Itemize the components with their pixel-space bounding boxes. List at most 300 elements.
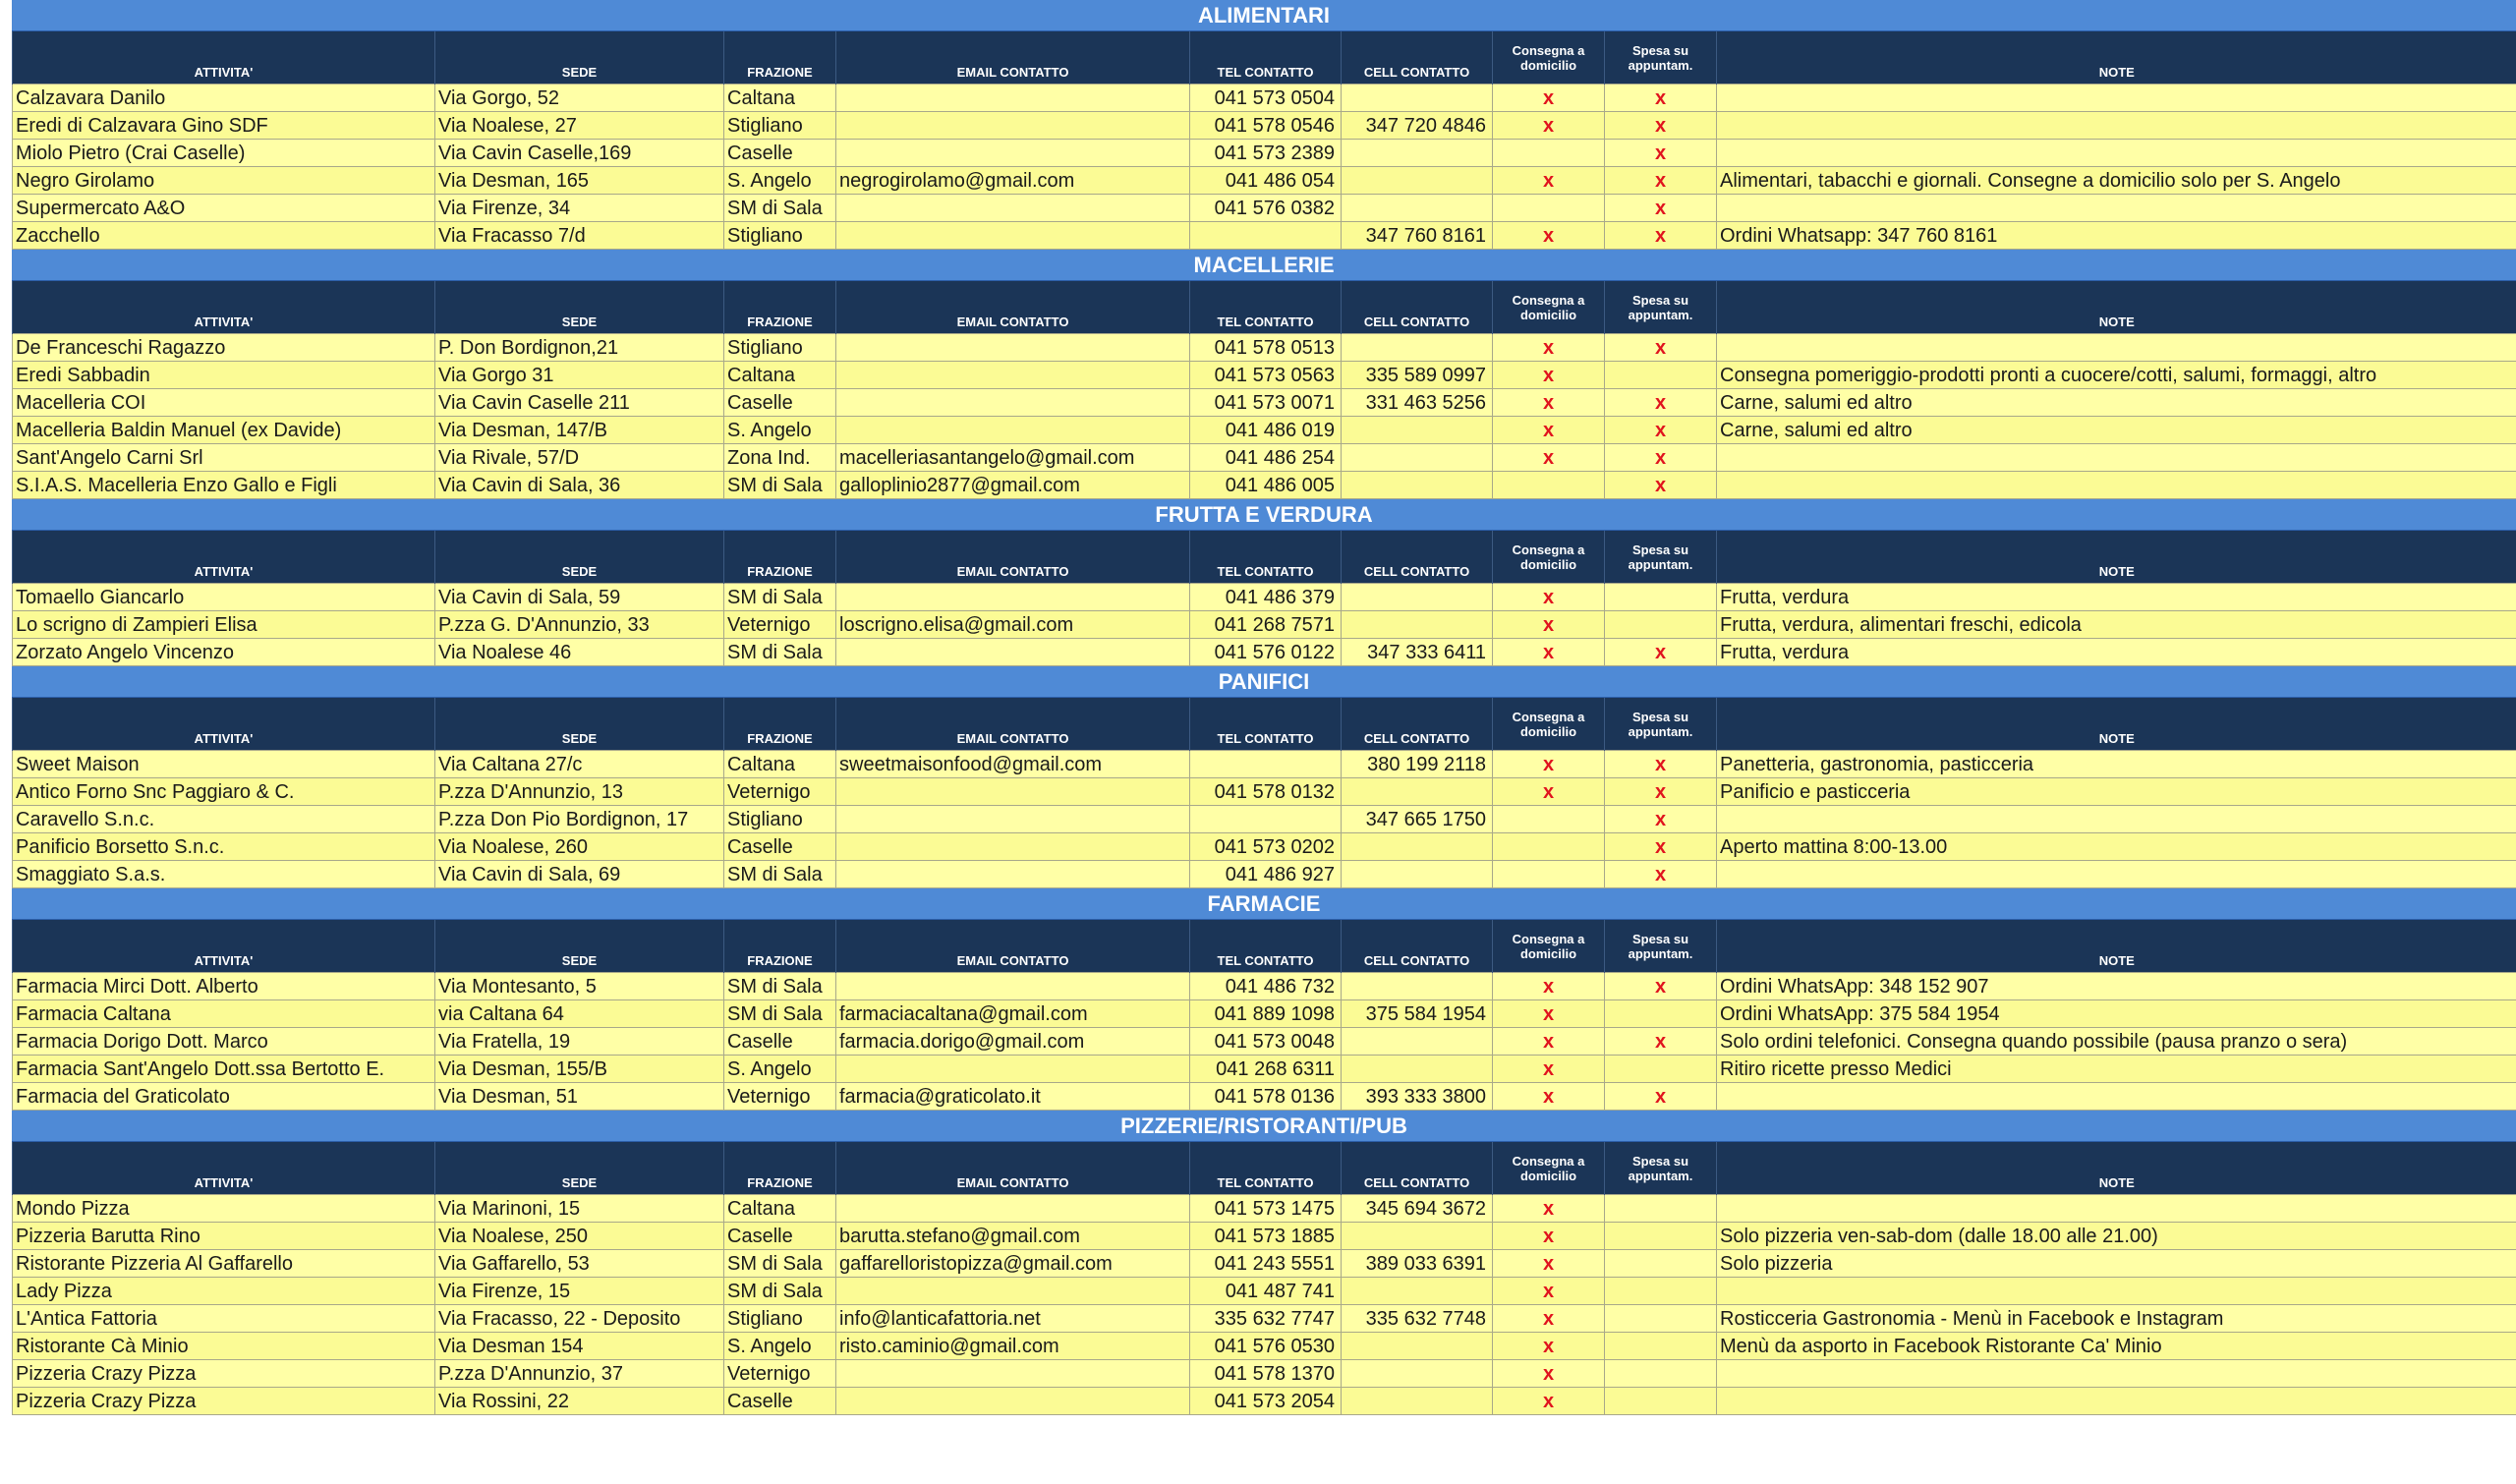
cell-spesa[interactable] — [1605, 1056, 1717, 1083]
cell-sede[interactable]: Via Cavin Caselle,169 — [435, 140, 724, 167]
cell-note[interactable] — [1717, 195, 2516, 222]
cell-email[interactable]: gaffarelloristopizza@gmail.com — [836, 1250, 1190, 1278]
cell-note[interactable]: Aperto mattina 8:00-13.00 — [1717, 833, 2516, 861]
cell-note[interactable]: Menù da asporto in Facebook Ristorante Ca' Minio — [1717, 1333, 2516, 1360]
cell-tel[interactable]: 041 578 0136 — [1190, 1083, 1342, 1111]
cell-frazione[interactable]: SM di Sala — [724, 973, 836, 1000]
cell-note[interactable]: Ordini WhatsApp: 348 152 907 — [1717, 973, 2516, 1000]
cell-frazione[interactable]: Caselle — [724, 1388, 836, 1415]
cell-note[interactable] — [1717, 444, 2516, 472]
cell-frazione[interactable]: Caselle — [724, 140, 836, 167]
cell-note[interactable]: Consegna pomeriggio-prodotti pronti a cuocere/cotti, salumi, formaggi, altro — [1717, 362, 2516, 389]
cell-tel[interactable]: 041 486 254 — [1190, 444, 1342, 472]
cell-attivita[interactable]: Miolo Pietro (Crai Caselle) — [13, 140, 435, 167]
cell-attivita[interactable]: Sant'Angelo Carni Srl — [13, 444, 435, 472]
cell-spesa[interactable] — [1605, 1223, 1717, 1250]
cell-cell[interactable]: 335 589 0997 — [1342, 362, 1493, 389]
cell-frazione[interactable]: Veternigo — [724, 1083, 836, 1111]
cell-attivita[interactable]: Supermercato A&O — [13, 195, 435, 222]
cell-sede[interactable]: P.zza D'Annunzio, 37 — [435, 1360, 724, 1388]
cell-note[interactable]: Ordini Whatsapp: 347 760 8161 — [1717, 222, 2516, 250]
cell-consegna[interactable]: x — [1493, 1388, 1605, 1415]
cell-consegna[interactable]: x — [1493, 639, 1605, 666]
cell-sede[interactable]: P. Don Bordignon,21 — [435, 334, 724, 362]
cell-attivita[interactable]: Zacchello — [13, 222, 435, 250]
cell-tel[interactable]: 041 573 0048 — [1190, 1028, 1342, 1056]
cell-cell[interactable] — [1342, 1388, 1493, 1415]
cell-note[interactable] — [1717, 1388, 2516, 1415]
cell-email[interactable] — [836, 85, 1190, 112]
cell-frazione[interactable]: Caltana — [724, 85, 836, 112]
cell-cell[interactable] — [1342, 195, 1493, 222]
cell-frazione[interactable]: Caselle — [724, 389, 836, 417]
cell-frazione[interactable]: Zona Ind. — [724, 444, 836, 472]
cell-email[interactable]: farmaciacaltana@gmail.com — [836, 1000, 1190, 1028]
cell-consegna[interactable]: x — [1493, 362, 1605, 389]
cell-cell[interactable]: 347 720 4846 — [1342, 112, 1493, 140]
cell-cell[interactable] — [1342, 334, 1493, 362]
cell-cell[interactable] — [1342, 584, 1493, 611]
cell-consegna[interactable] — [1493, 195, 1605, 222]
cell-cell[interactable]: 331 463 5256 — [1342, 389, 1493, 417]
cell-spesa[interactable]: x — [1605, 417, 1717, 444]
cell-spesa[interactable] — [1605, 1195, 1717, 1223]
cell-spesa[interactable] — [1605, 1250, 1717, 1278]
cell-email[interactable]: loscrigno.elisa@gmail.com — [836, 611, 1190, 639]
cell-sede[interactable]: P.zza G. D'Annunzio, 33 — [435, 611, 724, 639]
section-title: MACELLERIE — [12, 250, 2516, 281]
cell-consegna[interactable] — [1493, 806, 1605, 833]
cell-cell[interactable] — [1342, 778, 1493, 806]
cell-consegna[interactable]: x — [1493, 778, 1605, 806]
cell-email[interactable] — [836, 362, 1190, 389]
cell-frazione[interactable]: Caltana — [724, 751, 836, 778]
cell-note[interactable]: Carne, salumi ed altro — [1717, 417, 2516, 444]
cell-consegna[interactable]: x — [1493, 1223, 1605, 1250]
cell-email[interactable] — [836, 806, 1190, 833]
column-header-email: EMAIL CONTATTO — [836, 1142, 1190, 1195]
cell-consegna[interactable]: x — [1493, 389, 1605, 417]
cell-tel[interactable]: 041 486 927 — [1190, 861, 1342, 888]
cell-frazione[interactable]: S. Angelo — [724, 1056, 836, 1083]
cell-tel[interactable] — [1190, 751, 1342, 778]
cell-attivita[interactable]: Lo scrigno di Zampieri Elisa — [13, 611, 435, 639]
cell-email[interactable] — [836, 584, 1190, 611]
cell-frazione[interactable]: Veternigo — [724, 611, 836, 639]
cell-sede[interactable]: Via Cavin Caselle 211 — [435, 389, 724, 417]
cell-attivita[interactable]: Calzavara Danilo — [13, 85, 435, 112]
cell-consegna[interactable]: x — [1493, 751, 1605, 778]
cell-cell[interactable] — [1342, 140, 1493, 167]
cell-consegna[interactable] — [1493, 833, 1605, 861]
cell-tel[interactable]: 041 573 0202 — [1190, 833, 1342, 861]
cell-email[interactable] — [836, 833, 1190, 861]
cell-spesa[interactable] — [1605, 1000, 1717, 1028]
cell-cell[interactable]: 380 199 2118 — [1342, 751, 1493, 778]
cell-sede[interactable]: Via Firenze, 15 — [435, 1278, 724, 1305]
cell-cell[interactable] — [1342, 472, 1493, 499]
cell-consegna[interactable]: x — [1493, 1278, 1605, 1305]
cell-consegna[interactable]: x — [1493, 167, 1605, 195]
cell-attivita[interactable]: Sweet Maison — [13, 751, 435, 778]
cell-attivita[interactable]: Pizzeria Barutta Rino — [13, 1223, 435, 1250]
cell-cell[interactable]: 389 033 6391 — [1342, 1250, 1493, 1278]
cell-tel[interactable]: 041 487 741 — [1190, 1278, 1342, 1305]
cell-sede[interactable]: Via Gorgo 31 — [435, 362, 724, 389]
cell-spesa[interactable]: x — [1605, 444, 1717, 472]
cell-email[interactable] — [836, 973, 1190, 1000]
cell-spesa[interactable] — [1605, 362, 1717, 389]
cell-consegna[interactable]: x — [1493, 584, 1605, 611]
cell-frazione[interactable]: Stigliano — [724, 112, 836, 140]
cell-note[interactable]: Panificio e pasticceria — [1717, 778, 2516, 806]
cell-cell[interactable] — [1342, 833, 1493, 861]
cell-email[interactable]: info@lanticafattoria.net — [836, 1305, 1190, 1333]
cell-sede[interactable]: P.zza Don Pio Bordignon, 17 — [435, 806, 724, 833]
cell-tel[interactable]: 041 573 0563 — [1190, 362, 1342, 389]
cell-tel[interactable]: 041 578 0546 — [1190, 112, 1342, 140]
cell-tel[interactable]: 041 578 0513 — [1190, 334, 1342, 362]
cell-frazione[interactable]: S. Angelo — [724, 1333, 836, 1360]
cell-note[interactable]: Solo ordini telefonici. Consegna quando possibile (pausa pranzo o sera) — [1717, 1028, 2516, 1056]
cell-sede[interactable]: Via Noalese, 250 — [435, 1223, 724, 1250]
cell-sede[interactable]: Via Desman, 147/B — [435, 417, 724, 444]
cell-tel[interactable]: 041 268 6311 — [1190, 1056, 1342, 1083]
cell-note[interactable] — [1717, 806, 2516, 833]
cell-note[interactable] — [1717, 334, 2516, 362]
cell-spesa[interactable]: x — [1605, 833, 1717, 861]
cell-note[interactable] — [1717, 140, 2516, 167]
cell-note[interactable]: Carne, salumi ed altro — [1717, 389, 2516, 417]
cell-frazione[interactable]: Stigliano — [724, 806, 836, 833]
cell-note[interactable]: Solo pizzeria — [1717, 1250, 2516, 1278]
cell-tel[interactable] — [1190, 222, 1342, 250]
cell-email[interactable] — [836, 195, 1190, 222]
cell-cell[interactable] — [1342, 1223, 1493, 1250]
cell-frazione[interactable]: S. Angelo — [724, 417, 836, 444]
cell-cell[interactable]: 347 665 1750 — [1342, 806, 1493, 833]
cell-sede[interactable]: Via Firenze, 34 — [435, 195, 724, 222]
cell-attivita[interactable]: Farmacia Sant'Angelo Dott.ssa Bertotto E. — [13, 1056, 435, 1083]
cell-tel[interactable]: 041 889 1098 — [1190, 1000, 1342, 1028]
cell-sede[interactable]: Via Noalese 46 — [435, 639, 724, 666]
cell-attivita[interactable]: Pizzeria Crazy Pizza — [13, 1360, 435, 1388]
cell-email[interactable] — [836, 1056, 1190, 1083]
cell-tel[interactable]: 041 573 0071 — [1190, 389, 1342, 417]
cell-sede[interactable]: Via Desman 154 — [435, 1333, 724, 1360]
cell-attivita[interactable]: S.I.A.S. Macelleria Enzo Gallo e Figli — [13, 472, 435, 499]
cell-note[interactable]: Ritiro ricette presso Medici — [1717, 1056, 2516, 1083]
cell-frazione[interactable]: SM di Sala — [724, 584, 836, 611]
cell-spesa[interactable]: x — [1605, 973, 1717, 1000]
cell-attivita[interactable]: Caravello S.n.c. — [13, 806, 435, 833]
cell-email[interactable] — [836, 1195, 1190, 1223]
cell-email[interactable]: farmacia.dorigo@gmail.com — [836, 1028, 1190, 1056]
cell-tel[interactable]: 335 632 7747 — [1190, 1305, 1342, 1333]
cell-note[interactable] — [1717, 472, 2516, 499]
cell-sede[interactable]: Via Fracasso 7/d — [435, 222, 724, 250]
cell-consegna[interactable]: x — [1493, 1028, 1605, 1056]
cell-sede[interactable]: Via Rivale, 57/D — [435, 444, 724, 472]
cell-consegna[interactable]: x — [1493, 1083, 1605, 1111]
cell-cell[interactable] — [1342, 1028, 1493, 1056]
cell-consegna[interactable]: x — [1493, 85, 1605, 112]
cell-sede[interactable]: Via Marinoni, 15 — [435, 1195, 724, 1223]
cell-frazione[interactable]: SM di Sala — [724, 472, 836, 499]
cell-frazione[interactable]: SM di Sala — [724, 1278, 836, 1305]
cell-cell[interactable] — [1342, 85, 1493, 112]
cell-sede[interactable]: Via Cavin di Sala, 69 — [435, 861, 724, 888]
cell-spesa[interactable]: x — [1605, 222, 1717, 250]
cell-tel[interactable]: 041 573 0504 — [1190, 85, 1342, 112]
cell-spesa[interactable]: x — [1605, 861, 1717, 888]
cell-note[interactable]: Frutta, verdura — [1717, 584, 2516, 611]
cell-spesa[interactable]: x — [1605, 1083, 1717, 1111]
cell-tel[interactable]: 041 576 0530 — [1190, 1333, 1342, 1360]
cell-consegna[interactable]: x — [1493, 1250, 1605, 1278]
cell-email[interactable] — [836, 222, 1190, 250]
cell-attivita[interactable]: Tomaello Giancarlo — [13, 584, 435, 611]
cell-email[interactable] — [836, 1388, 1190, 1415]
cell-spesa[interactable]: x — [1605, 85, 1717, 112]
cell-email[interactable] — [836, 334, 1190, 362]
cell-cell[interactable]: 345 694 3672 — [1342, 1195, 1493, 1223]
cell-spesa[interactable]: x — [1605, 806, 1717, 833]
cell-frazione[interactable]: Stigliano — [724, 334, 836, 362]
cell-attivita[interactable]: Farmacia Mirci Dott. Alberto — [13, 973, 435, 1000]
cell-note[interactable] — [1717, 1360, 2516, 1388]
cell-frazione[interactable]: SM di Sala — [724, 1000, 836, 1028]
cell-tel[interactable]: 041 573 1885 — [1190, 1223, 1342, 1250]
cell-sede[interactable]: Via Gaffarello, 53 — [435, 1250, 724, 1278]
cell-tel[interactable]: 041 576 0122 — [1190, 639, 1342, 666]
cell-note[interactable]: Panetteria, gastronomia, pasticceria — [1717, 751, 2516, 778]
cell-frazione[interactable]: Caltana — [724, 362, 836, 389]
cell-frazione[interactable]: Veternigo — [724, 1360, 836, 1388]
cell-frazione[interactable]: Stigliano — [724, 1305, 836, 1333]
cell-attivita[interactable]: Macelleria COI — [13, 389, 435, 417]
cell-consegna[interactable] — [1493, 861, 1605, 888]
cell-tel[interactable]: 041 573 1475 — [1190, 1195, 1342, 1223]
cell-email[interactable]: barutta.stefano@gmail.com — [836, 1223, 1190, 1250]
cell-spesa[interactable] — [1605, 1360, 1717, 1388]
cell-sede[interactable]: Via Noalese, 260 — [435, 833, 724, 861]
cell-frazione[interactable]: SM di Sala — [724, 1250, 836, 1278]
cell-email[interactable] — [836, 1278, 1190, 1305]
cell-email[interactable]: sweetmaisonfood@gmail.com — [836, 751, 1190, 778]
cell-frazione[interactable]: Stigliano — [724, 222, 836, 250]
cell-cell[interactable]: 347 333 6411 — [1342, 639, 1493, 666]
cell-attivita[interactable]: De Franceschi Ragazzo — [13, 334, 435, 362]
cell-frazione[interactable]: SM di Sala — [724, 639, 836, 666]
cell-email[interactable] — [836, 778, 1190, 806]
cell-consegna[interactable]: x — [1493, 1000, 1605, 1028]
cell-email[interactable] — [836, 639, 1190, 666]
cell-email[interactable]: negrogirolamo@gmail.com — [836, 167, 1190, 195]
cell-cell[interactable]: 393 333 3800 — [1342, 1083, 1493, 1111]
cell-sede[interactable]: Via Montesanto, 5 — [435, 973, 724, 1000]
cell-sede[interactable]: P.zza D'Annunzio, 13 — [435, 778, 724, 806]
cell-attivita[interactable]: Lady Pizza — [13, 1278, 435, 1305]
cell-note[interactable] — [1717, 1195, 2516, 1223]
cell-attivita[interactable]: Negro Girolamo — [13, 167, 435, 195]
cell-cell[interactable] — [1342, 611, 1493, 639]
cell-cell[interactable] — [1342, 1056, 1493, 1083]
cell-attivita[interactable]: Smaggiato S.a.s. — [13, 861, 435, 888]
cell-consegna[interactable]: x — [1493, 1056, 1605, 1083]
cell-frazione[interactable]: SM di Sala — [724, 861, 836, 888]
cell-tel[interactable]: 041 578 1370 — [1190, 1360, 1342, 1388]
cell-attivita[interactable]: Pizzeria Crazy Pizza — [13, 1388, 435, 1415]
cell-attivita[interactable]: Zorzato Angelo Vincenzo — [13, 639, 435, 666]
cell-email[interactable] — [836, 140, 1190, 167]
cell-attivita[interactable]: Farmacia Caltana — [13, 1000, 435, 1028]
cell-note[interactable]: Solo pizzeria ven-sab-dom (dalle 18.00 alle 21.00) — [1717, 1223, 2516, 1250]
cell-frazione[interactable]: Caselle — [724, 1028, 836, 1056]
cell-consegna[interactable]: x — [1493, 1333, 1605, 1360]
cell-spesa[interactable] — [1605, 611, 1717, 639]
cell-note[interactable] — [1717, 861, 2516, 888]
cell-note[interactable] — [1717, 85, 2516, 112]
cell-sede[interactable]: via Caltana 64 — [435, 1000, 724, 1028]
cell-sede[interactable]: Via Desman, 165 — [435, 167, 724, 195]
cell-cell[interactable] — [1342, 973, 1493, 1000]
cell-spesa[interactable]: x — [1605, 1028, 1717, 1056]
cell-tel[interactable]: 041 486 019 — [1190, 417, 1342, 444]
cell-sede[interactable]: Via Gorgo, 52 — [435, 85, 724, 112]
cell-note[interactable]: Frutta, verdura — [1717, 639, 2516, 666]
cell-spesa[interactable]: x — [1605, 167, 1717, 195]
cell-spesa[interactable]: x — [1605, 334, 1717, 362]
cell-email[interactable]: galloplinio2877@gmail.com — [836, 472, 1190, 499]
cell-consegna[interactable] — [1493, 472, 1605, 499]
cell-consegna[interactable]: x — [1493, 334, 1605, 362]
cell-attivita[interactable]: Panificio Borsetto S.n.c. — [13, 833, 435, 861]
cell-tel[interactable]: 041 486 732 — [1190, 973, 1342, 1000]
header-row — [13, 31, 2516, 85]
cell-consegna[interactable]: x — [1493, 1195, 1605, 1223]
cell-attivita[interactable]: Ristorante Pizzeria Al Gaffarello — [13, 1250, 435, 1278]
cell-cell[interactable]: 375 584 1954 — [1342, 1000, 1493, 1028]
cell-frazione[interactable]: Caltana — [724, 1195, 836, 1223]
cell-email[interactable]: risto.caminio@gmail.com — [836, 1333, 1190, 1360]
cell-consegna[interactable]: x — [1493, 222, 1605, 250]
cell-spesa[interactable] — [1605, 1278, 1717, 1305]
cell-cell[interactable] — [1342, 167, 1493, 195]
cell-consegna[interactable]: x — [1493, 611, 1605, 639]
cell-spesa[interactable] — [1605, 584, 1717, 611]
cell-sede[interactable]: Via Desman, 155/B — [435, 1056, 724, 1083]
cell-consegna[interactable]: x — [1493, 112, 1605, 140]
cell-email[interactable] — [836, 1360, 1190, 1388]
cell-consegna[interactable]: x — [1493, 973, 1605, 1000]
cell-attivita[interactable]: Antico Forno Snc Paggiaro & C. — [13, 778, 435, 806]
cell-note[interactable] — [1717, 1083, 2516, 1111]
cell-tel[interactable]: 041 573 2054 — [1190, 1388, 1342, 1415]
cell-frazione[interactable]: Caselle — [724, 833, 836, 861]
cell-frazione[interactable]: Caselle — [724, 1223, 836, 1250]
cell-attivita[interactable]: Ristorante Cà Minio — [13, 1333, 435, 1360]
cell-attivita[interactable]: Farmacia del Graticolato — [13, 1083, 435, 1111]
cell-email[interactable] — [836, 112, 1190, 140]
cell-email[interactable] — [836, 417, 1190, 444]
cell-tel[interactable]: 041 243 5551 — [1190, 1250, 1342, 1278]
cell-sede[interactable]: Via Cavin di Sala, 59 — [435, 584, 724, 611]
cell-spesa[interactable]: x — [1605, 639, 1717, 666]
cell-tel[interactable]: 041 578 0132 — [1190, 778, 1342, 806]
cell-note[interactable]: Ordini WhatsApp: 375 584 1954 — [1717, 1000, 2516, 1028]
cell-attivita[interactable]: Eredi di Calzavara Gino SDF — [13, 112, 435, 140]
cell-attivita[interactable]: Macelleria Baldin Manuel (ex Davide) — [13, 417, 435, 444]
cell-consegna[interactable]: x — [1493, 417, 1605, 444]
cell-sede[interactable]: Via Fratella, 19 — [435, 1028, 724, 1056]
cell-spesa[interactable]: x — [1605, 472, 1717, 499]
cell-sede[interactable]: Via Desman, 51 — [435, 1083, 724, 1111]
cell-note[interactable] — [1717, 1278, 2516, 1305]
cell-sede[interactable]: Via Cavin di Sala, 36 — [435, 472, 724, 499]
cell-spesa[interactable]: x — [1605, 389, 1717, 417]
cell-consegna[interactable]: x — [1493, 444, 1605, 472]
cell-consegna[interactable] — [1493, 140, 1605, 167]
cell-email[interactable]: farmacia@graticolato.it — [836, 1083, 1190, 1111]
cell-frazione[interactable]: Veternigo — [724, 778, 836, 806]
cell-tel[interactable] — [1190, 806, 1342, 833]
cell-tel[interactable]: 041 486 379 — [1190, 584, 1342, 611]
cell-email[interactable] — [836, 389, 1190, 417]
cell-sede[interactable]: Via Caltana 27/c — [435, 751, 724, 778]
cell-frazione[interactable]: SM di Sala — [724, 195, 836, 222]
cell-cell[interactable] — [1342, 1360, 1493, 1388]
cell-spesa[interactable]: x — [1605, 140, 1717, 167]
cell-email[interactable]: macelleriasantangelo@gmail.com — [836, 444, 1190, 472]
cell-consegna[interactable]: x — [1493, 1360, 1605, 1388]
cell-tel[interactable]: 041 486 005 — [1190, 472, 1342, 499]
cell-cell[interactable] — [1342, 1333, 1493, 1360]
cell-spesa[interactable] — [1605, 1305, 1717, 1333]
cell-cell[interactable]: 335 632 7748 — [1342, 1305, 1493, 1333]
cell-spesa[interactable]: x — [1605, 778, 1717, 806]
cell-note[interactable] — [1717, 112, 2516, 140]
cell-attivita[interactable]: Farmacia Dorigo Dott. Marco — [13, 1028, 435, 1056]
cell-cell[interactable] — [1342, 444, 1493, 472]
cell-email[interactable] — [836, 861, 1190, 888]
cell-spesa[interactable]: x — [1605, 195, 1717, 222]
cell-tel[interactable]: 041 486 054 — [1190, 167, 1342, 195]
cell-spesa[interactable]: x — [1605, 751, 1717, 778]
cell-attivita[interactable]: L'Antica Fattoria — [13, 1305, 435, 1333]
cell-consegna[interactable]: x — [1493, 1305, 1605, 1333]
cell-note[interactable]: Rosticceria Gastronomia - Menù in Facebook e Instagram — [1717, 1305, 2516, 1333]
cell-cell[interactable] — [1342, 417, 1493, 444]
cell-note[interactable]: Alimentari, tabacchi e giornali. Consegne a domicilio solo per S. Angelo — [1717, 167, 2516, 195]
cell-spesa[interactable]: x — [1605, 112, 1717, 140]
cell-tel[interactable]: 041 268 7571 — [1190, 611, 1342, 639]
cell-attivita[interactable]: Mondo Pizza — [13, 1195, 435, 1223]
cell-spesa[interactable] — [1605, 1333, 1717, 1360]
cell-note[interactable]: Frutta, verdura, alimentari freschi, edicola — [1717, 611, 2516, 639]
cell-cell[interactable] — [1342, 1278, 1493, 1305]
cell-sede[interactable]: Via Fracasso, 22 - Deposito — [435, 1305, 724, 1333]
cell-cell[interactable] — [1342, 861, 1493, 888]
cell-cell[interactable]: 347 760 8161 — [1342, 222, 1493, 250]
cell-frazione[interactable]: S. Angelo — [724, 167, 836, 195]
cell-tel[interactable]: 041 576 0382 — [1190, 195, 1342, 222]
cell-attivita[interactable]: Eredi Sabbadin — [13, 362, 435, 389]
cell-sede[interactable]: Via Noalese, 27 — [435, 112, 724, 140]
cell-tel[interactable]: 041 573 2389 — [1190, 140, 1342, 167]
cell-spesa[interactable] — [1605, 1388, 1717, 1415]
cell-sede[interactable]: Via Rossini, 22 — [435, 1388, 724, 1415]
